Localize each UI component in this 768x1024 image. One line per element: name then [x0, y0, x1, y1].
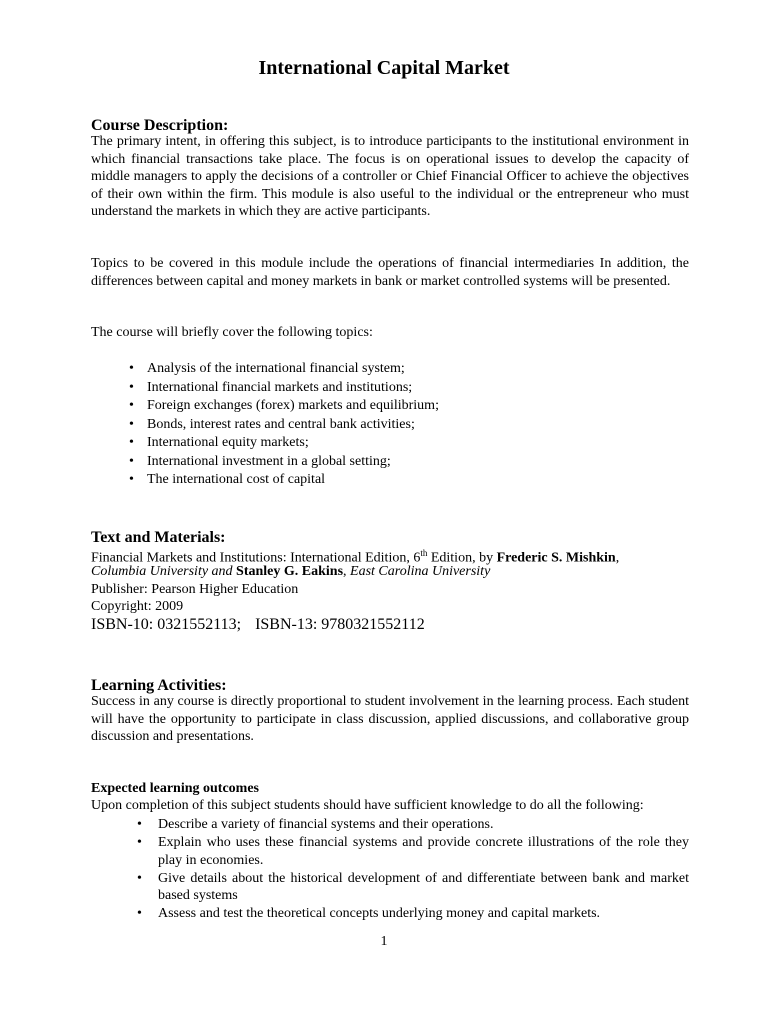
authors-line [91, 563, 490, 581]
edition-by: Edition, by [427, 550, 497, 566]
course-description-paragraph: The primary intent, in offering this subject, is to introduce participants to the institutional environment in which financial transactions take place. The focus is on operational issues to develop the capacity of middle managers to apply the decisions of a controller or Chief Financial Officer to achieve the objectives of their own within the firm. This module is also useful to the individual or the entrepreneur who must understand the markets in which they are active participants. [91, 134, 689, 220]
list-item: • Analysis of the international financial system; [91, 360, 439, 379]
learning-activities-paragraph: Success in any course is directly proportional to student involvement in the learning process. Each student will have the opportunity to participate in class discussion, applied discussions, and collaborative group discussion and presentations. [91, 694, 689, 745]
list-item: • Assess and test the theoretical concepts underlying money and capital markets. [91, 905, 689, 923]
university-columbia: Columbia University and [91, 564, 237, 579]
outcomes-intro: Upon completion of this subject students should have sufficient knowledge to do all the following: [91, 798, 644, 813]
university-east-carolina: East Carolina University [350, 564, 491, 579]
list-item: • International financial markets and institutions; [91, 379, 439, 398]
learning-activities-heading: Learning Activities: [91, 677, 227, 694]
learning-outcomes-heading: Expected learning outcomes [91, 781, 259, 796]
author-mishkin: Frederic S. Mishkin [496, 550, 616, 566]
topics-intro: The course will briefly cover the following topics: [91, 325, 373, 340]
course-description-heading: Course Description: [91, 117, 229, 134]
author-eakins: Stanley G. Eakins [236, 564, 344, 579]
isbn-10: ISBN-10: 0321552113; [91, 616, 242, 633]
publisher: Publisher: Pearson Higher Education [91, 582, 299, 597]
list-item: • Explain who uses these financial systems and provide concrete illustrations of the role they play in economies. [91, 834, 689, 869]
isbn-13: ISBN-13: 9780321552112 [255, 616, 425, 633]
isbn-line [91, 615, 425, 635]
list-item: • Give details about the historical development of and differentiate between bank and market based systems [91, 870, 689, 905]
topics-paragraph: Topics to be covered in this module include the operations of financial intermediaries In addition, the differences between capital and money markets in bank or market controlled systems will be presented. [91, 256, 689, 289]
text-materials-heading: Text and Materials: [91, 529, 226, 546]
edition-superscript: th [420, 548, 428, 558]
list-item: • International equity markets; [91, 434, 439, 453]
textbook-title: Financial Markets and Institutions: International Edition, 6 [91, 550, 421, 566]
copyright: Copyright: 2009 [91, 599, 184, 614]
list-item: • The international cost of capital [91, 471, 439, 490]
separator: , [343, 564, 351, 579]
topics-list [91, 360, 439, 490]
outcomes-list [91, 816, 689, 924]
list-item: • International investment in a global setting; [91, 453, 439, 472]
list-item: • Describe a variety of financial systems and their operations. [91, 816, 689, 834]
list-item: • Bonds, interest rates and central bank activities; [91, 416, 439, 435]
page-number: 1 [380, 934, 388, 949]
page-title: International Capital Market [258, 57, 510, 79]
list-item: • Foreign exchanges (forex) markets and equilibrium; [91, 397, 439, 416]
comma: , [615, 550, 620, 566]
